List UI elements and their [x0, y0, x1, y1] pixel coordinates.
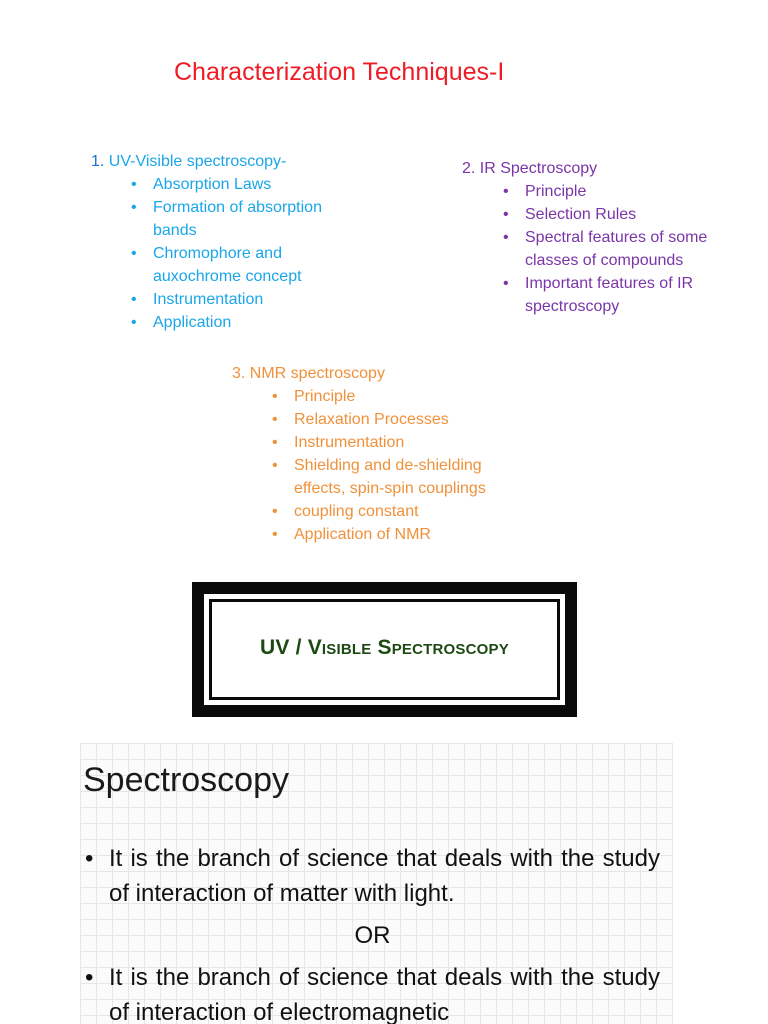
bullet-icon: •: [503, 183, 509, 200]
list-item: • Instrumentation: [153, 288, 353, 311]
uv-heading-number: 1.: [91, 153, 105, 170]
list-item: • Principle: [294, 385, 524, 408]
nmr-heading: 3. NMR spectroscopy: [232, 365, 385, 382]
bullet-icon: •: [131, 176, 137, 193]
list-item: • Chromophore and auxochrome concept: [153, 242, 353, 288]
section-banner: [192, 582, 577, 717]
bullet-icon: •: [503, 206, 509, 223]
bullet-icon: •: [131, 291, 137, 308]
bullet-icon: •: [503, 229, 509, 246]
list-item: • Spectral features of some classes of compounds: [525, 226, 725, 272]
list-item: • coupling constant: [294, 500, 524, 523]
slide-point: • It is the branch of science that deals with the study of interaction of matter with light.: [85, 841, 660, 911]
bullet-icon: •: [131, 314, 137, 331]
bullet-icon: •: [503, 275, 509, 292]
nmr-topic-list: [272, 385, 524, 546]
list-item: • Application: [153, 311, 353, 334]
slide-title: Spectroscopy: [83, 761, 289, 799]
slide-body: [85, 841, 660, 1024]
list-item: • Principle: [525, 180, 725, 203]
bullet-icon: •: [272, 411, 278, 428]
uv-section: [91, 150, 353, 334]
banner-inner-border: [209, 599, 560, 700]
spectroscopy-slide: [80, 743, 673, 1024]
bullet-icon: •: [272, 526, 278, 543]
bullet-icon: •: [131, 199, 137, 216]
bullet-icon: •: [272, 457, 278, 474]
uv-heading-text: UV-Visible spectroscopy-: [108, 153, 287, 170]
bullet-icon: •: [131, 245, 137, 262]
bullet-icon: •: [272, 388, 278, 405]
list-item: • Important features of IR spectroscopy: [525, 272, 725, 318]
bullet-icon: •: [272, 434, 278, 451]
list-item: • Formation of absorption bands: [153, 196, 353, 242]
banner-frame: [204, 594, 565, 705]
uv-topic-list: [131, 173, 353, 334]
bullet-icon: •: [85, 845, 94, 872]
list-item: • Selection Rules: [525, 203, 725, 226]
list-item: • Instrumentation: [294, 431, 524, 454]
list-item: • Shielding and de-shielding effects, spin-spin couplings: [294, 454, 524, 500]
page-title: Characterization Techniques-I: [174, 58, 505, 86]
slide-or-separator: OR: [354, 922, 391, 949]
bullet-icon: •: [85, 964, 94, 991]
nmr-section: [232, 362, 524, 546]
banner-title: UV / Visible Spectroscopy: [260, 636, 509, 659]
list-item: • Relaxation Processes: [294, 408, 524, 431]
list-item: • Absorption Laws: [153, 173, 353, 196]
ir-section: [462, 157, 725, 318]
slide-point: • It is the branch of science that deals with the study of interaction of electromagnetic: [85, 960, 660, 1024]
ir-topic-list: [503, 180, 725, 318]
uv-heading: [91, 150, 353, 173]
list-item: • Application of NMR: [294, 523, 524, 546]
ir-heading: 2. IR Spectroscopy: [462, 160, 598, 177]
bullet-icon: •: [272, 503, 278, 520]
